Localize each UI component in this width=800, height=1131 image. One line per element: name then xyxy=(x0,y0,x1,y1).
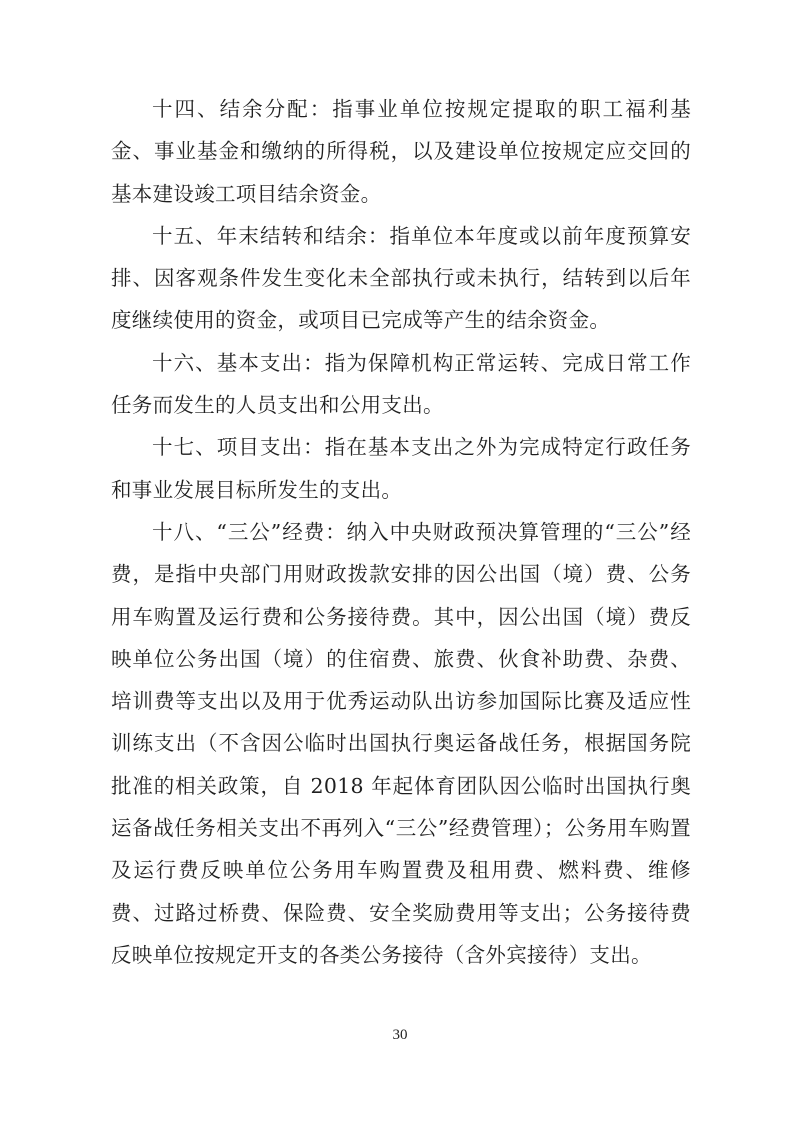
page-footer xyxy=(0,1024,800,1044)
paragraph-term-18-three-public-funds: 十八、“三公”经费：纳入中央财政预决算管理的“三公”经费，是指中央部门用财政拨款安排的因公出国（境）费、公务用车购置及运行费和公务接待费。其中，因公出国（境）费反映单位公务出国（境）的住宿费、旅费、伙食补助费、杂费、培训费等支出以及用于优秀运动队出访参加国际比赛及适应性训练支出（不含因公临时出国执行奥运备战任务，根据国务院批准的相关政策，自 2018 年起体育团队因公临时出国执行奥运备战任务相关支出不再列入“三公”经费管理）；公务用车购置及运行费反映单位公务用车购置费及租用费、燃料费、维修费、过路过桥费、保险费、安全奖励费用等支出；公务接待费反映单位按规定开支的各类公务接待（含外宾接待）支出。 xyxy=(111,519,691,967)
paragraph-term-15-year-end-carryover: 十五、年末结转和结余：指单位本年度或以前年度预算安排、因客观条件发生变化未全部执行或未执行，结转到以后年度继续使用的资金，或项目已完成等产生的结余资金。 xyxy=(111,223,691,333)
paragraph-term-17-project-expenditure: 十七、项目支出：指在基本支出之外为完成特定行政任务和事业发展目标所发生的支出。 xyxy=(111,435,691,502)
paragraph-term-14-surplus-distribution: 十四、结余分配：指事业单位按规定提取的职工福利基金、事业基金和缴纳的所得税，以及建设单位按规定应交回的基本建设竣工项目结余资金。 xyxy=(111,97,691,206)
document-body xyxy=(111,88,691,976)
page-number: 30 xyxy=(392,1027,408,1043)
paragraph-term-16-basic-expenditure: 十六、基本支出：指为保障机构正常运转、完成日常工作任务而发生的人员支出和公用支出。 xyxy=(111,350,691,418)
